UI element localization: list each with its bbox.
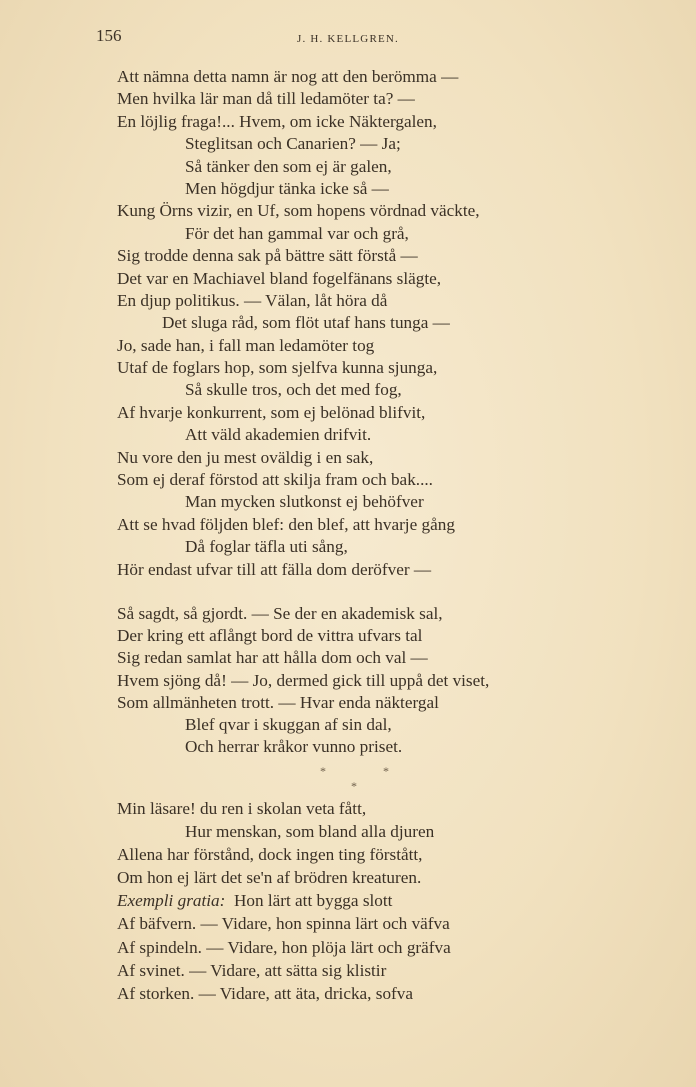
- verse-line: En djup politikus. — Välan, låt höra då: [117, 290, 388, 310]
- verse-line: Steglitsan och Canarien? — Ja;: [185, 134, 401, 154]
- verse-line: Om hon ej lärt det se'n af brödren kreaturen.: [117, 868, 422, 888]
- verse-line: Hur menskan, som bland alla djuren: [185, 822, 435, 842]
- verse-line: Och herrar kråkor vunno priset.: [185, 737, 403, 757]
- verse-line: Så skulle tros, och det med fog,: [185, 380, 402, 400]
- asterisk: *: [320, 764, 326, 778]
- stanza-1: [117, 66, 480, 581]
- verse-line: Af spindeln. — Vidare, hon plöja lärt och gräfva: [117, 937, 451, 957]
- verse-line: Hvem sjöng då! — Jo, dermed gick till uppå det viset,: [117, 670, 490, 690]
- verse-line: Nu vore den ju mest oväldig i en sak,: [117, 447, 374, 467]
- verse-line: Hör endast ufvar till att fälla dom deröfver —: [117, 559, 432, 579]
- verse-line: Allena har förstånd, dock ingen ting förstått,: [117, 845, 423, 865]
- asterisk: *: [351, 779, 357, 793]
- verse-line: Så sagdt, så gjordt. — Se der en akademisk sal,: [117, 604, 443, 623]
- verse-text: Hon lärt att bygga slott: [233, 891, 393, 911]
- verse-line: En löjlig fraga!... Hvem, om icke Näktergalen,: [117, 111, 437, 131]
- verse-line: Min läsare! du ren i skolan veta fått,: [117, 799, 367, 818]
- verse-line: Att väld akademien drifvit.: [185, 425, 372, 445]
- verse-line: Sig trodde denna sak på bättre sätt förstå —: [117, 246, 418, 266]
- stanza-3: [117, 797, 451, 1005]
- verse-line: Att nämna detta namn är nog att den berömma —: [117, 67, 459, 86]
- verse-line: Sig redan samlat har att hålla dom och val —: [117, 648, 428, 668]
- verse-line: Blef qvar i skuggan af sin dal,: [185, 714, 392, 734]
- verse-line: Utaf de foglars hop, som sjelfva kunna sjunga,: [117, 358, 438, 378]
- verse-line: Att se hvad följden blef: den blef, att hvarje gång: [117, 514, 455, 534]
- latin-phrase: Exempli gratia:: [117, 891, 226, 911]
- verse-line: Så tänker den som ej är galen,: [185, 156, 392, 176]
- verse-line: Af hvarje konkurrent, som ej belönad blifvit,: [117, 402, 426, 422]
- verse-line: Som allmänheten trott. — Hvar enda näktergal: [117, 692, 439, 712]
- verse-line: Men hvilka lär man då till ledamöter ta? —: [117, 89, 415, 109]
- verse-line: Som ej deraf förstod att skilja fram och bak....: [117, 470, 433, 490]
- verse-line: Kung Örns vizir, en Uf, som hopens vördnad väckte,: [117, 201, 480, 221]
- verse-line: Men högdjur tänka icke så —: [185, 178, 389, 198]
- stanza-2: [117, 603, 489, 758]
- asterisk: *: [383, 764, 389, 778]
- verse-line: Af storken. — Vidare, att äta, dricka, sofva: [117, 983, 413, 1003]
- verse-line: Då foglar täfla uti sång,: [185, 537, 348, 557]
- verse-line: Man mycken slutkonst ej behöfver: [185, 492, 424, 512]
- verse-line: [117, 889, 451, 912]
- verse-line: Det sluga råd, som flöt utaf hans tunga —: [162, 313, 450, 333]
- verse-line: Af bäfvern. — Vidare, hon spinna lärt och väfva: [117, 914, 450, 934]
- verse-line: Jo, sade han, i fall man ledamöter tog: [117, 335, 375, 355]
- verse-line: Af svinet. — Vidare, att sätta sig klistir: [117, 960, 387, 980]
- verse-line: Det var en Machiavel bland fogelfänans slägte,: [117, 268, 442, 288]
- running-title: J. H. KELLGREN.: [296, 33, 400, 45]
- verse-line: Der kring ett aflångt bord de vittra ufvars tal: [117, 626, 423, 646]
- verse-line: För det han gammal var och grå,: [185, 223, 409, 243]
- page-number: 156: [96, 26, 122, 45]
